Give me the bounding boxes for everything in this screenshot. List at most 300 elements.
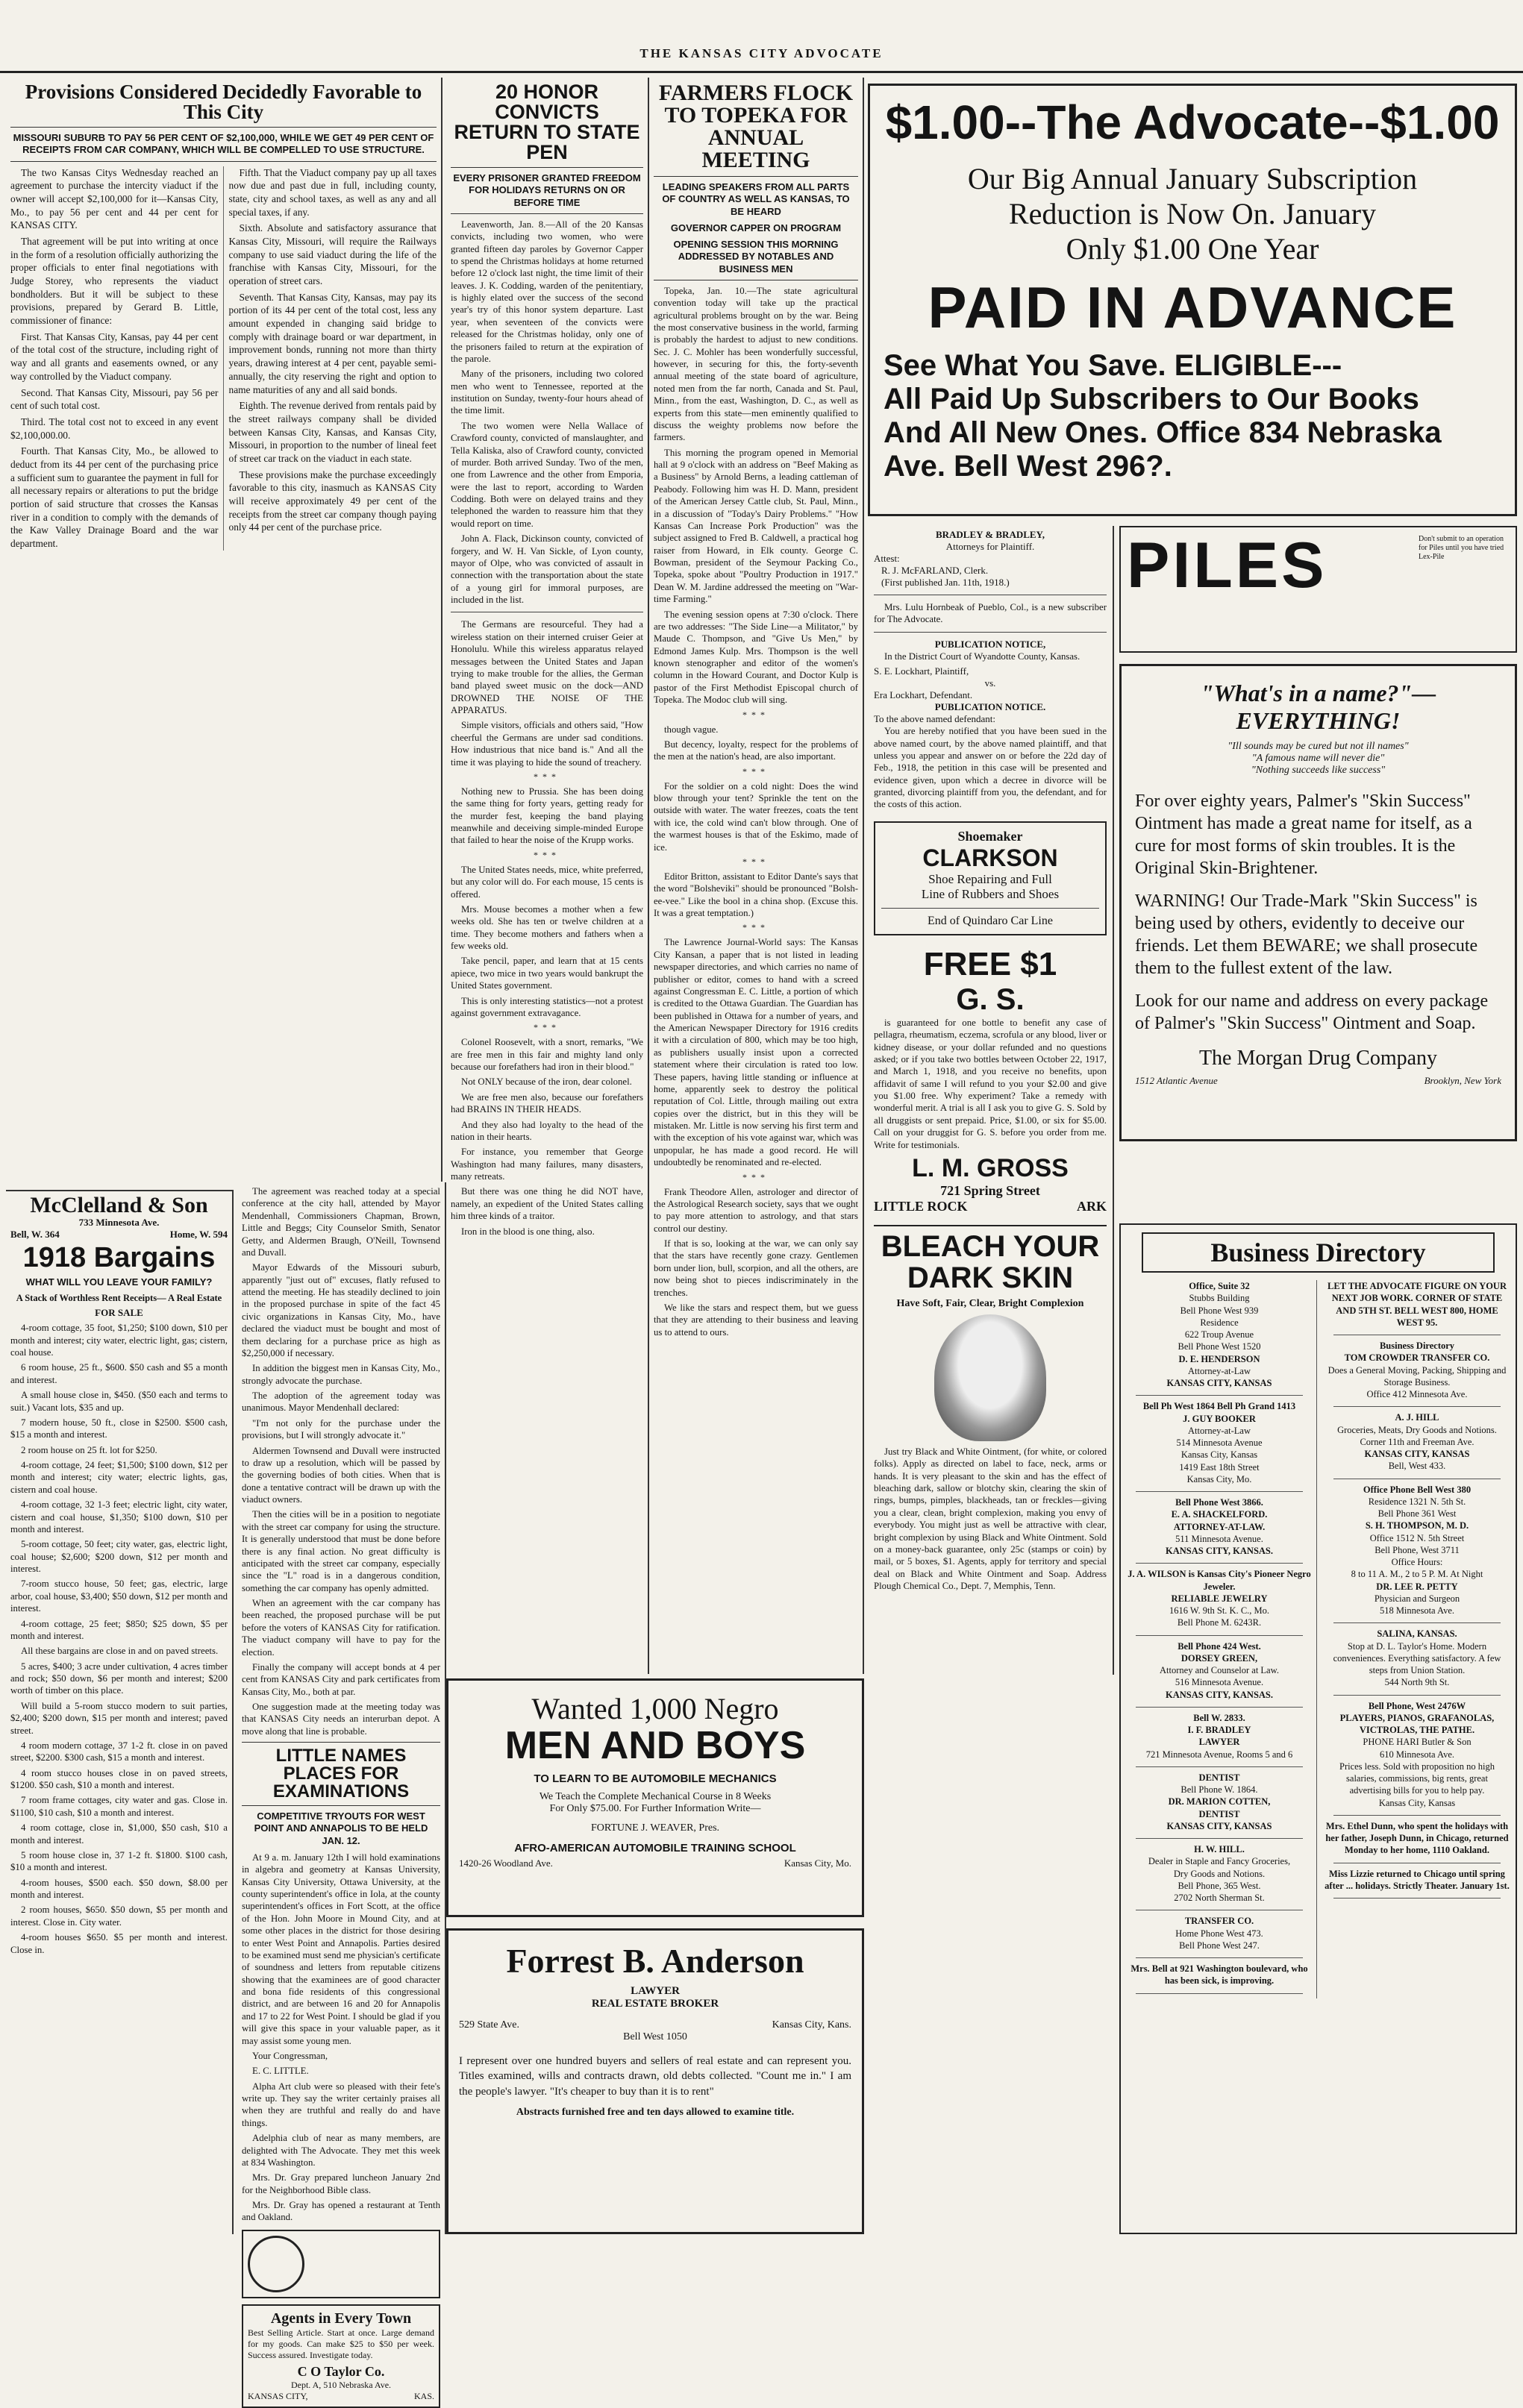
directory-line: Office 412 Minnesota Ave.: [1366, 1389, 1468, 1399]
article-paragraph: Nothing new to Prussia. She has been doing the same thing for forty years, getting ready for the murder fest, keeping the band playing meanwhile and deceiving simple-minded Europe that failed to hear the noise of the Krupp works.: [451, 786, 643, 846]
agents-city: KANSAS CITY,: [248, 2390, 308, 2401]
article-paragraph: Topeka, Jan. 10.—The state agricultural convention today will take up the practical agricultural problems brought on by the war. Being the most conservative business in the world, farming is probably the hardest to adjust to new conditions. Sec. J. C. Mohler has been wonderfully successful, however, in securing for this, the forty-seventh annual meeting of the state board of agriculture, noted men from the far north, Canada and St. Paul, Minn., from the east, Washington, D. C., as well as experts from this state—men eminently qualified to discuss the weighty problems now before the farmers.: [654, 285, 858, 443]
article-paragraph: The United States needs, mice, white preferred, but any color will do. For each mouse, 15 cents is offered.: [451, 864, 643, 900]
free-gs-ad: [874, 946, 1107, 1214]
subscription-line-3: Only $1.00 One Year: [1066, 232, 1319, 266]
subscription-line-1: Our Big Annual January Subscription: [967, 162, 1418, 196]
article-paragraph: The Germans are resourceful. They had a wireless station on their interned cruiser Geier at Honolulu. While this wireless apparatus relayed messages between the United States and Japan trying to make trouble for the allies, the German band played sweet music on the dock—AND DROWNED THE NOISE OF THE APPARATUS.: [451, 619, 643, 715]
directory-line: ATTORNEY-AT-LAW.: [1173, 1521, 1266, 1532]
farmers-article: [654, 285, 858, 1338]
list-item: 2 room houses, $650. $50 down, $5 per month and interest. Close in. City water.: [10, 1904, 228, 1928]
free-gs-body: [874, 1017, 1107, 1151]
list-item: 4 room cottage, close in, $1,000, $50 cash, $10 a month and interest.: [10, 1822, 228, 1846]
wanted-line-1: We Teach the Complete Mechanical Course in 8 Weeks: [539, 1791, 772, 1802]
subscription-line-4: See What You Save. ELIGIBLE---: [884, 349, 1342, 383]
article-paragraph: Leavenworth, Jan. 8.—All of the 20 Kansas convicts, including two women, who were granted fifteen day paroles by Governor Capper to spend the Christmas holidays at home returned before 12 o'clock last night, the time limit of their leaves. J. K. Codding, warden of the penitentiary, is highly elated over the success of the second year's try of this honor system departure. Last year, when seventeen of the convicts were released for the Christmas holiday, only one of the prisoners failed to return at the expiration of the parole.: [451, 219, 643, 364]
wanted-men-ad: [446, 1678, 864, 1917]
legal-firm: BRADLEY & BRADLEY,: [935, 529, 1045, 540]
list-item: 4-room cottage, 25 feet; $850; $25 down, $5 per month and interest.: [10, 1618, 228, 1641]
bizdir-left-column: [1127, 1280, 1317, 1998]
mcclelland-firm: McClelland & Son: [30, 1193, 208, 1217]
bargains-tagline: WHAT WILL YOU LEAVE YOUR FAMILY?: [25, 1276, 213, 1288]
directory-line: Attorney-at-Law: [1188, 1425, 1251, 1436]
agents-address: Dept. A, 510 Nebraska Ave.: [290, 2379, 392, 2390]
directory-line: Corner 11th and Freeman Ave.: [1360, 1436, 1474, 1447]
subscription-price-line: $1.00--The Advocate--$1.00: [885, 95, 1500, 149]
list-item: 7 room frame cottages, city water and gas. Close in. $1100, $10 cash, $10 a month and interest.: [10, 1795, 228, 1818]
article-paragraph: Editor Britton, assistant to Editor Dante's says that the word "Bolsheviki" should be pronounced "Bolsh-ee-vee." Like the bool in a china shop. (Excuse this. It was a great temptation.): [654, 871, 858, 918]
gross-city: [874, 1199, 1107, 1214]
clarkson-line-1: Shoe Repairing and Full: [928, 871, 1052, 886]
gross-city-name: LITTLE ROCK: [874, 1198, 968, 1214]
directory-line: Kansas City, Kansas: [1378, 1797, 1456, 1808]
running-head: [0, 0, 1523, 73]
divider: [1136, 1563, 1303, 1564]
directory-line: Office 1512 N. 5th Street: [1369, 1532, 1465, 1543]
anderson-phone: Bell West 1050: [623, 2031, 687, 2042]
divider: [451, 213, 643, 214]
separator-stars: ***: [742, 922, 769, 933]
directory-line: DENTIST: [1198, 1772, 1240, 1783]
directory-line: J. A. WILSON is Kansas City's Pioneer Negro Jeweler.: [1128, 1569, 1311, 1592]
divider: [1333, 1622, 1501, 1623]
wanted-head-2: MEN AND BOYS: [504, 1724, 806, 1767]
divider: [242, 1805, 440, 1806]
palmer-p1: For over eighty years, Palmer's "Skin Success" Ointment has made a great name for itself, as a cure for most forms of skin troubles. It is the Original Skin-Brightener.: [1135, 791, 1472, 878]
directory-entry: [1127, 1712, 1312, 1760]
directory-line: PHONE HARI Butler & Son: [1363, 1737, 1472, 1748]
article-paragraph: At 9 a. m. January 12th I will hold examinations in algebra and geometry at Kansas University, Kansas City University, Ottawa University, at the county superintendent's office in Iola, at the county superintendent's offices in Fort Scott, at the office of the Hon. John Moore in Mound City, and at some other places in the district for those desiring to enter West Point and Annapolis. Parties desired to be examined must send me physician's certificate of soundness and letters from reputable citizens showing that the examinees are of good character and bona fide residents of this congressional district, and are between 16 and 20 for Annapolis and 17 to 22 for West Point. I should be glad if you will give this space in your valuable paper, as it may assist some young men.: [242, 1852, 440, 2046]
article-paragraph: And they also had loyalty to the head of the nation in their hearts.: [451, 1119, 643, 1142]
directory-line: PLAYERS, PIANOS, GRAFANOLAS, VICTROLAS, THE PATHE.: [1339, 1712, 1495, 1735]
business-directory: [1119, 1223, 1517, 2234]
directory-line: Stop at D. L. Taylor's Home. Modern conveniences. Everything satisfactory. A few steps from Union Station.: [1333, 1640, 1501, 1675]
directory-line: Bell, West 433.: [1388, 1461, 1446, 1472]
directory-line: Miss Lizzie returned to Chicago until spring after ... holidays. Strictly Theater. January 1st.: [1325, 1868, 1510, 1891]
article-paragraph: though vague.: [664, 724, 719, 735]
palmer-head: "What's in a name?"—EVERYTHING!: [1200, 680, 1436, 734]
directory-entry: [1127, 1280, 1312, 1389]
agents-city-row: [248, 2391, 434, 2402]
list-item: 4 room modern cottage, 37 1-2 ft. close in on paved street, $2200. $300 cash, $15 a month and interest.: [10, 1740, 228, 1763]
article-paragraph: For the soldier on a cold night: Does the wind blow through your tent? Sprinkle the tent on the outside with water. The water freezes, coats the tent with ice, the cold wind can't blow through. One of the warmest houses is that of the Eskimo, made of ice.: [654, 780, 858, 853]
directory-line: Prices less. Sold with proposition no high salaries, commissions, big rents, great advertising bills for you to help pay.: [1339, 1760, 1495, 1796]
directory-line: SALINA, KANSAS.: [1377, 1628, 1457, 1640]
directory-line: Kansas City, Kansas: [1180, 1449, 1258, 1461]
column-1: [6, 78, 442, 1182]
clarkson-name: CLARKSON: [922, 844, 1058, 871]
palmer-ad: [1119, 664, 1517, 1141]
article-paragraph: Iron in the blood is one thing, also.: [461, 1226, 595, 1237]
free-gs-head: FREE $1: [923, 945, 1057, 982]
column-3: [446, 78, 649, 1674]
directory-line: LET THE ADVOCATE FIGURE ON YOUR NEXT JOB WORK. CORNER OF STATE AND 5TH ST. BELL WEST 800, HOME WEST 95.: [1327, 1281, 1507, 1328]
agents-head: Agents in Every Town: [270, 2310, 412, 2327]
separator-stars: ***: [742, 856, 769, 867]
directory-line: Business Directory: [1379, 1341, 1455, 1351]
hornbeak-note: [874, 601, 1107, 626]
directory-line: KANSAS CITY, KANSAS: [1364, 1449, 1470, 1459]
directory-line: Bell Phone, West 3711: [1375, 1544, 1460, 1555]
article-paragraph: These provisions make the purchase exceedingly favorable to this city, inasmuch as KANSAS City will receive approximately 49 per cent of the receipts from the street car company though paying only 44 per cent of the purchase price.: [228, 468, 437, 533]
list-item: 4 room stucco houses close in on paved streets, $1200. $50 cash, $10 a month and interest.: [10, 1767, 228, 1790]
wanted-address: [459, 1857, 851, 1869]
article-paragraph: Second. That Kansas City, Missouri, pay 56 per cent of such total cost.: [10, 386, 219, 412]
list-item: 7 modern house, 50 ft., close in $2500. $500 cash, $15 a month and interest.: [10, 1417, 228, 1440]
wanted-head: Wanted 1,000 Negro: [531, 1692, 779, 1725]
directory-line: Bell Phone West 3866.: [1175, 1497, 1263, 1508]
gross-state: ARK: [1077, 1198, 1107, 1214]
directory-line: Bell Phone 424 West.: [1178, 1640, 1261, 1652]
bleach-ad: [874, 1225, 1107, 1593]
bizdir-columns: [1127, 1280, 1510, 1998]
divider: [1136, 1635, 1303, 1636]
viaduct-deck: MISSOURI SUBURB TO PAY 56 PER CENT OF $2,100,000, WHILE WE GET 49 PER CENT OF RECEIPTS FROM CAR COMPANY, WHICH WILL BE COMPELLED TO USE STRUCTURE.: [13, 132, 434, 156]
bleach-portrait: [934, 1314, 1046, 1441]
article-paragraph: Take pencil, paper, and learn that at 15 cents apiece, two mice in two years would bankrupt the United States government.: [451, 956, 643, 991]
directory-line: A. J. HILL: [1395, 1412, 1439, 1423]
directory-line: Office Phone Bell West 380: [1363, 1484, 1472, 1495]
pub-notice-head: PUBLICATION NOTICE,: [934, 638, 1046, 650]
directory-entry: [1127, 1963, 1312, 1987]
wanted-school: AFRO-AMERICAN AUTOMOBILE TRAINING SCHOOL: [514, 1842, 796, 1854]
anderson-title-2: REAL ESTATE BROKER: [591, 1998, 719, 2010]
directory-line: 610 Minnesota Ave.: [1379, 1749, 1455, 1760]
article-paragraph: The evening session opens at 7:30 o'clock. There are two addresses: "The Side Line—a Militator," by Maude C. Thompson, and "Give Us Men," by Edmond James Kulp. Mrs. Thompson is the well known stenographer and editor of the women's column in the Howard Courant, and Doctor Kulp is pastor of the First Methodist Episcopal church of Topeka. The Modoc club will sing.: [654, 609, 858, 706]
directory-line: Bell Phone West 939: [1180, 1305, 1259, 1316]
newspaper-title: THE KANSAS CITY ADVOCATE: [639, 46, 884, 60]
little-names-body: [242, 1852, 440, 2224]
plaintiff-line: S. E. Lockhart, Plaintiff,: [874, 665, 969, 677]
palmer-p3: Look for our name and address on every package of Palmer's "Skin Success" Ointment and Soap.: [1135, 991, 1489, 1033]
convicts-deck: EVERY PRISONER GRANTED FREEDOM FOR HOLIDAYS RETURNS ON OR BEFORE TIME: [453, 172, 641, 208]
directory-line: 544 North 9th St.: [1384, 1677, 1450, 1688]
directory-line: 1419 East 18th Street: [1179, 1461, 1260, 1473]
directory-line: DR. LEE R. PETTY: [1376, 1581, 1458, 1592]
divider: [1333, 1898, 1501, 1899]
list-item: 4-room cottage, 24 feet; $1,500; $100 down, $12 per month and interest; city water; electric lights, gas, cistern and coal house.: [10, 1460, 228, 1495]
palmer-company: The Morgan Drug Company: [1198, 1047, 1438, 1070]
mcclelland-address: 733 Minnesota Ave.: [78, 1217, 160, 1228]
farmers-headline: FARMERS FLOCK TO TOPEKA FOR ANNUAL MEETING: [658, 81, 854, 172]
directory-line: Mrs. Ethel Dunn, who spent the holidays with her father, Joseph Dunn, in Chicago, returned Monday to her home, 1110 Oakland.: [1325, 1820, 1509, 1856]
directory-line: TOM CROWDER TRANSFER CO.: [1344, 1352, 1490, 1364]
to-defendant: To the above named defendant:: [874, 713, 995, 725]
directory-line: Bell W. 2833.: [1193, 1712, 1245, 1723]
little-names-deck: COMPETITIVE TRYOUTS FOR WEST POINT AND ANNAPOLIS TO BE HELD JAN. 12.: [254, 1810, 428, 1846]
list-item: 4-room cottage, 32 1-3 feet; electric light, city water, cistern and coal house, $1,350; $100 down, $10 per month and interest.: [10, 1499, 228, 1534]
viaduct-headline: Provisions Considered Decidedly Favorable to This City: [25, 81, 422, 123]
directory-line: Bell Ph West 1864 Bell Ph Grand 1413: [1142, 1401, 1296, 1412]
subscription-line-5: All Paid Up Subscribers to Our Books: [884, 383, 1419, 416]
article-paragraph: Aldermen Townsend and Duvall were instructed to draw up a resolution, which will be passed by the governing bodies of both cities. When that is done a tentative contract will be drawn up with the viaduct owners.: [242, 1445, 440, 1505]
article-paragraph: E. C. LITTLE.: [252, 2066, 309, 2077]
wanted-sub: TO LEARN TO BE AUTOMOBILE MECHANICS: [534, 1772, 777, 1785]
directory-line: Residence: [1200, 1317, 1239, 1328]
bizdir-right-column: [1325, 1280, 1510, 1998]
directory-entry: [1325, 1820, 1510, 1857]
directory-line: E. A. SHACKELFORD.: [1171, 1509, 1268, 1520]
gross-street: 721 Spring Street: [940, 1182, 1040, 1198]
agents-firm: C O Taylor Co.: [297, 2363, 385, 2379]
article-paragraph: The Lawrence Journal-World says: The Kansas City Kansan, a paper that is not listed in leading newspaper directories, and which carries no name of publisher or editor, comes to hand with a screed against Congressman E. C. Little, a portion of which is credited to the Ottawa Guardian. The Guardian has been published in Ottawa for a number of years, and the American Newspaper Directory for 1916 credits it with a circulation of 800, which may be too high, as publishers usually insist upon a corrected statement where their circulation is rated too low. These papers, having little standing or influence at home, apparently seek to destroy the political reputation of Col. Little, through mailing out extra copies over the district, but in this they will be mistaken. Mr. Little is now serving his first term and with the exception of his vote against war, which was unpopular, he has made a good record. He will undoubtedly be renominated and re-elected.: [654, 937, 858, 1168]
article-paragraph: We like the stars and respect them, but we guess that they are attending to their business and leaving us to attend to ours.: [654, 1302, 858, 1338]
article-paragraph: "I'm not only for the purchase under the provisions, but I will strongly advocate it.": [242, 1417, 440, 1441]
paid-in-advance: PAID IN ADVANCE: [928, 275, 1457, 341]
article-paragraph: Many of the prisoners, including two colored men who went to Tennessee, reported at the institution on Sunday, twenty-four hours ahead of the time limit.: [451, 369, 643, 416]
piles-ad: [1119, 526, 1517, 653]
article-paragraph: Colonel Roosevelt, with a snort, remarks, "We are free men in this fair and mighty land only because our forefathers had iron in their blood.": [451, 1037, 643, 1072]
divider: [451, 167, 643, 168]
advocate-subscription-ad: [868, 84, 1517, 516]
anderson-body: I represent over one hundred buyers and sellers of real estate and can represent you. Titles examined, wills and contracts drawn, old debts collected. "Count me in." I am the people's lawyer. "It's cheaper to buy than it is to rent": [459, 2055, 851, 2098]
wanted-address-city: Kansas City, Mo.: [784, 1857, 851, 1869]
anderson-address-city: Kansas City, Kans.: [772, 2019, 851, 2031]
article-paragraph: Third. The total cost not to exceed in any event $2,100,000.00.: [10, 416, 219, 441]
directory-entry: [1127, 1772, 1312, 1832]
article-paragraph: Finally the company will accept bonds at 4 per cent from KANSAS City and park certificates from Kansas City, Mo., both at par.: [242, 1661, 440, 1697]
free-gs-sub: G. S.: [956, 982, 1025, 1016]
article-paragraph: Your Congressman,: [252, 2050, 328, 2061]
divider: [242, 1742, 440, 1743]
directory-line: 721 Minnesota Avenue, Rooms 5 and 6: [1145, 1749, 1293, 1760]
article-paragraph: Fourth. That Kansas City, Mo., be allowed to deduct from its 44 per cent of the purchasing price a sufficient sum to guarantee the payment in full for all necessary repairs or alterations to put the bridge portion of said structure that crosses the Kansas river in a condition to comply with the demands of the Kaw Valley Drainage Board and the war department.: [10, 445, 219, 550]
note-text: Mrs. Lulu Hornbeak of Pueblo, Col., is a new subscriber for The Advocate.: [874, 602, 1107, 625]
little-names-headline: LITTLE NAMES PLACES FOR EXAMINATIONS: [272, 1746, 410, 1802]
list-item: 6 room house, 25 ft., $600. $50 cash and $5 a month and interest.: [10, 1362, 228, 1385]
directory-entry: [1325, 1484, 1510, 1617]
directory-line: 8 to 11 A. M., 2 to 5 P. M. At Night: [1351, 1569, 1483, 1580]
piles-word: PILES: [1127, 530, 1327, 601]
anderson-address: [459, 2019, 851, 2031]
legal-firm-sub: Attorneys for Plaintiff.: [945, 541, 1035, 552]
article-paragraph: In addition the biggest men in Kansas City, Mo., strongly advocate the purchase.: [242, 1363, 440, 1386]
article-paragraph: But decency, loyalty, respect for the problems of the men at the nation's head, are also important.: [654, 739, 858, 762]
farmers-deck-3: OPENING SESSION THIS MORNING ADDRESSED BY NOTABLES AND BUSINESS MEN: [673, 239, 839, 275]
article-paragraph: If that is so, looking at the war, we can only say that the stars have recently gone crazy. Gentlemen born under lion, bull, scorpion, and all the others, are now being shot to pieces indiscriminately in the trenches.: [654, 1238, 858, 1298]
directory-entry: [1325, 1411, 1510, 1472]
directory-line: Groceries, Meats, Dry Goods and Notions.: [1337, 1424, 1497, 1435]
directory-entry: [1127, 1400, 1312, 1485]
directory-line: Mrs. Bell at 921 Washington boulevard, who has been sick, is improving.: [1130, 1963, 1308, 1987]
list-item: 4-room cottage, 35 foot, $1,250; $100 down, $10 per month and interest; city water, electric light, gas; cistern, coal house.: [10, 1323, 228, 1358]
directory-line: I. F. BRADLEY: [1187, 1725, 1251, 1735]
divider: [881, 908, 1099, 909]
article-paragraph: Alpha Art club were so pleased with their fete's write up. They say the writer certainly praises all when they are truthful and really do and have things.: [242, 2081, 440, 2128]
piles-small: Don't submit to an operation for Piles until you have tried Lex-Pile: [1419, 535, 1504, 561]
directory-line: Office, Suite 32: [1189, 1281, 1250, 1291]
note-text: is guaranteed for one bottle to benefit any case of pellagra, rheumatism, eczema, scrofula or any blood, liver or kidney disease, or your dollar refunded and no questions asked; or if you take two bottles between October 22, 1917, and March 1, 1918, and you receive no benefits, upon affidavit of same I will refund to you your $2.00 and give you $1.00 free. Why experiment? Take a remedy with wonderful merit. A trial is all I ask you to give G. S. Sold by all druggists or sent prepaid. Price, $1.00, or six for $5.00. Call on your druggist for G. S. before you order from me. Write for testimonials.: [874, 1017, 1107, 1150]
directory-entry: [1127, 1843, 1312, 1904]
directory-entry: [1127, 1496, 1312, 1557]
separator-stars: ***: [742, 765, 769, 777]
defendant-line: Era Lockhart, Defendant.: [874, 689, 973, 701]
directory-line: 1616 W. 9th St. K. C., Mo.: [1169, 1605, 1270, 1616]
vs-line: vs.: [984, 677, 996, 689]
article-paragraph: This morning the program opened in Memorial hall at 9 o'clock with an address on "Beef Making as a Business" by Arnold Berns, a leading cattleman of Peabody. Following him was H. D. Mann, president of the American Jersey Cattle club, St. Paul, Minn., in a discussion of "Today's Dairy Problems." "How Kansas Can Increase Pork Production" was the subject assigned to Fred B. Caldwell, a practical hog raiser from Howard, in Elk county. George C. Bowman, president of the Seymour Packing Co., Topeka, spoke about "Poultry Production in 1917." Dean W. M. Jardine addressed the meeting on "War-time Farming.": [654, 447, 858, 605]
viaduct-article: [10, 166, 437, 551]
legal-first-published: (First published Jan. 11th, 1918.): [881, 577, 1010, 588]
directory-line: KANSAS CITY, KANSAS: [1166, 1378, 1272, 1388]
agents-body: Best Selling Article. Start at once. Large demand for my goods. Can make $25 to $50 per week. Success assured. Investigate today.: [248, 2327, 434, 2360]
directory-line: KANSAS CITY, KANSAS.: [1165, 1689, 1274, 1700]
gross-name: L. M. GROSS: [912, 1153, 1069, 1182]
directory-line: DORSEY GREEN,: [1180, 1652, 1258, 1664]
directory-line: 511 Minnesota Avenue.: [1175, 1533, 1263, 1544]
directory-entry: [1325, 1700, 1510, 1809]
santal-badge-icon: [248, 2236, 304, 2292]
agents-ad: [242, 2304, 440, 2408]
directory-line: DENTIST: [1198, 1808, 1240, 1819]
viaduct-continued: [242, 1185, 440, 1737]
article-paragraph: The two women were Nella Wallace of Crawford county, convicted of manslaughter, and Tella Kaliska, also of Crawford county, convicted of murder. Both arrived Sunday. Two of the men, one from Lawrence and the other from Emporia, were the last to report, according to Warden Codding. Both were on delayed trains and they telephoned the warden to reassure him that they would report on time.: [451, 420, 643, 529]
directory-line: Stubbs Building: [1189, 1293, 1250, 1304]
divider: [1136, 1957, 1303, 1958]
directory-line: RELIABLE JEWELRY: [1171, 1593, 1268, 1604]
article-paragraph: Mrs. Dr. Gray has opened a restaurant at Tenth and Oakland.: [242, 2200, 440, 2223]
article-paragraph: Mayor Edwards of the Missouri suburb, apparently "just out of" excuses, flatly refused to attend the meeting. He has steadily declined to join in the proposed purchase in spite of the fact 45 civic organizations in Kansas City, Mo., have declared the viaduct must be bought and most of them declaring for a purchase price as high as $2,250,000 if necessary.: [242, 1262, 440, 1358]
wanted-line-2: For Only $75.00. For Further Information Write—: [549, 1803, 761, 1814]
directory-line: Residence 1321 N. 5th St.: [1368, 1496, 1466, 1507]
directory-entry: [1127, 1568, 1312, 1628]
phone-home: Home, W. 594: [169, 1229, 228, 1240]
article-paragraph: Not ONLY because of the iron, dear colonel.: [461, 1076, 632, 1088]
article-paragraph: Mrs. Dr. Gray prepared luncheon January 2nd for the Neighborhood Bible class.: [242, 2172, 440, 2195]
convicts-article: [451, 219, 643, 1238]
list-item: 5-room cottage, 50 feet; city water, gas, electric light, coal house; $2,600; $200 down, $12 per month and interest.: [10, 1539, 228, 1574]
article-paragraph: Frank Theodore Allen, astrologer and director of the Astrological Research society, says that we ought to pay more attention to astrology, and that stars control our destiny.: [654, 1186, 858, 1234]
article-paragraph: Seventh. That Kansas City, Kansas, may pay its portion of its 44 per cent of the total cost, less any amount expended in changing said bridge to comply with drainage board or war department, in improvement bonds, running not more than thirty years, drawing interest at 4 per cent, payable semi-annually, the city reserving the right and option to name maturities of any and all said bonds.: [228, 291, 437, 395]
wanted-address-street: 1420-26 Woodland Ave.: [459, 1857, 553, 1869]
article-paragraph: For instance, you remember that George Washington had many failures, many disasters, many retreats.: [451, 1147, 643, 1182]
divider: [1136, 1838, 1303, 1839]
clarkson-line-3: End of Quindaro Car Line: [928, 914, 1053, 927]
divider: [1136, 1766, 1303, 1767]
article-paragraph: One suggestion made at the meeting today was that KANSAS City needs an interurban depot. A move along that line is probable.: [242, 1702, 440, 1737]
clarkson-pre: Shoemaker: [957, 828, 1023, 844]
article-paragraph: John A. Flack, Dickinson county, convicted of forgery, and W. H. Van Sickle, of Lyon county, mayor of Olpe, who was convicted of assault in connection with the transportation about the state of a young girl for immoral purposes, are included in the list.: [451, 533, 643, 605]
palmer-motto-1: "Ill sounds may be cured but not ill names": [1228, 741, 1409, 752]
directory-line: Bell Phone 361 West: [1377, 1508, 1457, 1519]
directory-line: 518 Minnesota Ave.: [1379, 1605, 1455, 1616]
directory-line: Bell Phone, 365 West.: [1178, 1880, 1261, 1891]
directory-line: J. GUY BOOKER: [1183, 1413, 1256, 1424]
bleach-body: [874, 1446, 1107, 1593]
directory-entry: [1127, 1915, 1312, 1951]
divider: [10, 161, 437, 162]
directory-line: Physician and Surgeon: [1374, 1593, 1460, 1604]
list-item: 2 room house on 25 ft. lot for $250.: [21, 1444, 157, 1455]
clarkson-ad: [874, 821, 1107, 935]
article-paragraph: Fifth. That the Viaduct company pay up all taxes now due and past due in full, including county, state, city and school taxes, as well as any and all special taxes, if any.: [228, 166, 437, 218]
divider: [654, 176, 858, 177]
subscription-line-6: And All New Ones. Office 834 Nebraska Ave. Bell West 296?.: [884, 416, 1442, 483]
court-line: [874, 650, 1107, 662]
list-item: 5 room house close in, 37 1-2 ft. $1800. $100 cash, $10 a month and interest.: [10, 1849, 228, 1873]
note-text: You are hereby notified that you have been sued in the above named court, by the above named plaintiff, and that unless you appear and answer on or before the 22d day of Feb., 1918, the petition in this case will be presented and evidence given, upon which a decree in divorce will be granted, divorcing plaintiff from you, the defendant, and for the costs of this action.: [874, 726, 1107, 810]
divider: [1333, 1815, 1501, 1816]
article-paragraph: When an agreement with the car company has been reached, the proposed purchase will be put before the voters of KANSAS City for ratification. The viaduct company will have to pay for the election.: [242, 1598, 440, 1658]
directory-line: Bell Phone, West 2476W: [1368, 1700, 1466, 1711]
directory-line: 514 Minnesota Avenue: [1176, 1437, 1263, 1448]
anderson-address-street: 529 State Ave.: [459, 2019, 520, 2031]
bargain-list: [10, 1322, 228, 1956]
santal-midy-ad: [242, 2230, 440, 2298]
mcclelland-ad: [6, 1190, 234, 2234]
list-item: Will build a 5-room stucco modern to suit parties, $2,400; $200 down, $15 per month and interest; paved street.: [10, 1700, 228, 1736]
divider: [1136, 1993, 1303, 1994]
note-text: In the District Court of Wyandotte County, Kansas.: [884, 650, 1081, 662]
palmer-address-city: Brooklyn, New York: [1424, 1075, 1501, 1086]
article-paragraph: The two Kansas Citys Wednesday reached an agreement to purchase the intercity viaduct if the owner will accept $2,100,000 for it—Kansas City, Mo., to pay 56 per cent and 44 per cent for KANSAS CITY.: [10, 166, 219, 231]
pub-notice-head-2: PUBLICATION NOTICE.: [934, 701, 1046, 713]
bleach-sub: Have Soft, Fair, Clear, Bright Complexion: [896, 1297, 1084, 1309]
list-item: A small house close in, $450. ($50 each and terms to suit.) Vacant lots, $35 and up.: [10, 1390, 228, 1413]
directory-line: Dealer in Staple and Fancy Groceries,: [1148, 1856, 1291, 1867]
directory-line: Bell Phone W. 1864.: [1180, 1784, 1258, 1795]
column-4: [649, 78, 864, 1674]
separator-stars: ***: [534, 849, 560, 860]
subscription-line-2: Reduction is Now On. January: [1008, 197, 1377, 231]
directory-line: 516 Minnesota Avenue.: [1175, 1677, 1264, 1688]
palmer-motto-3: "Nothing succeeds like success": [1251, 765, 1386, 776]
directory-entry: [1325, 1280, 1510, 1329]
directory-line: Office Hours:: [1391, 1557, 1443, 1567]
mcclelland-phones: [10, 1229, 228, 1241]
bleach-head: BLEACH YOUR DARK SKIN: [881, 1229, 1100, 1294]
anderson-title-1: LAWYER: [631, 1985, 680, 1997]
anderson-foot: Abstracts furnished free and ten days allowed to examine title.: [516, 2106, 795, 2118]
directory-entry: [1325, 1868, 1510, 1893]
list-item: 4-room houses, $500 each. $50 down, $8.00 per month and interest.: [10, 1877, 228, 1900]
separator-stars: ***: [742, 1171, 769, 1182]
directory-entry: [1127, 1640, 1312, 1701]
pub-notice-body: [874, 725, 1107, 811]
directory-line: D. E. HENDERSON: [1178, 1353, 1260, 1364]
phone-bell: Bell, W. 364: [10, 1229, 60, 1240]
farmers-deck: LEADING SPEAKERS FROM ALL PARTS OF COUNTRY AS WELL AS KANSAS, TO BE HEARD: [662, 181, 850, 217]
article-paragraph: That agreement will be put into writing at once in the form of a resolution officially authorizing the proper officials to enter final negotiations with Judge Storey, who represents the viaduct bondholders. But it will be subject to these provisions, prepared by Gerard B. Little, commissioner of finance:: [10, 235, 219, 327]
list-item: 5 acres, $400; 3 acre under cultivation, 4 acres timber and rock; $50 down, $6 per month and interest; $200 worth of timber on this place.: [10, 1661, 228, 1696]
separator-stars: ***: [534, 771, 560, 782]
divider: [1136, 1491, 1303, 1492]
divider: [1136, 1707, 1303, 1708]
article-paragraph: Adelphia club of near as many members, are delighted with The Advocate. They met this week at 834 Washington.: [242, 2133, 440, 2168]
directory-line: S. H. THOMPSON, M. D.: [1365, 1520, 1469, 1531]
palmer-address-street: 1512 Atlantic Avenue: [1135, 1075, 1218, 1086]
directory-line: Bell Phone M. 6243R.: [1177, 1617, 1262, 1628]
list-item: All these bargains are close in and on paved streets.: [21, 1646, 219, 1657]
bargains-headline: 1918 Bargains: [22, 1242, 216, 1273]
list-item: 4-room houses $650. $5 per month and interest. Close in.: [10, 1932, 228, 1955]
directory-line: 2702 North Sherman St.: [1174, 1893, 1265, 1903]
column-2: [237, 1182, 446, 2401]
directory-line: DR. MARION COTTEN,: [1168, 1796, 1271, 1807]
separator-stars: ***: [534, 1022, 560, 1033]
farmers-deck-2: GOVERNOR CAPPER ON PROGRAM: [670, 222, 842, 233]
convicts-headline: 20 HONOR CONVICTS RETURN TO STATE PEN: [454, 81, 640, 163]
clarkson-line-2: Line of Rubbers and Shoes: [921, 886, 1060, 901]
divider: [874, 632, 1107, 633]
directory-line: Bell Phone West 1520: [1178, 1341, 1261, 1352]
directory-entry: [1325, 1340, 1510, 1400]
directory-line: H. W. HILL.: [1194, 1844, 1245, 1854]
bizdir-head: Business Directory: [1142, 1232, 1495, 1273]
directory-line: LAWYER: [1198, 1737, 1240, 1748]
article-paragraph: First. That Kansas City, Kansas, pay 44 per cent of the total cost of the structure, including right of way and all grants and easements owned, or any way controlled by the Viaduct company.: [10, 330, 219, 382]
divider: [10, 127, 437, 128]
article-paragraph: We are free men also, because our forefathers had BRAINS IN THEIR HEADS.: [451, 1091, 643, 1115]
